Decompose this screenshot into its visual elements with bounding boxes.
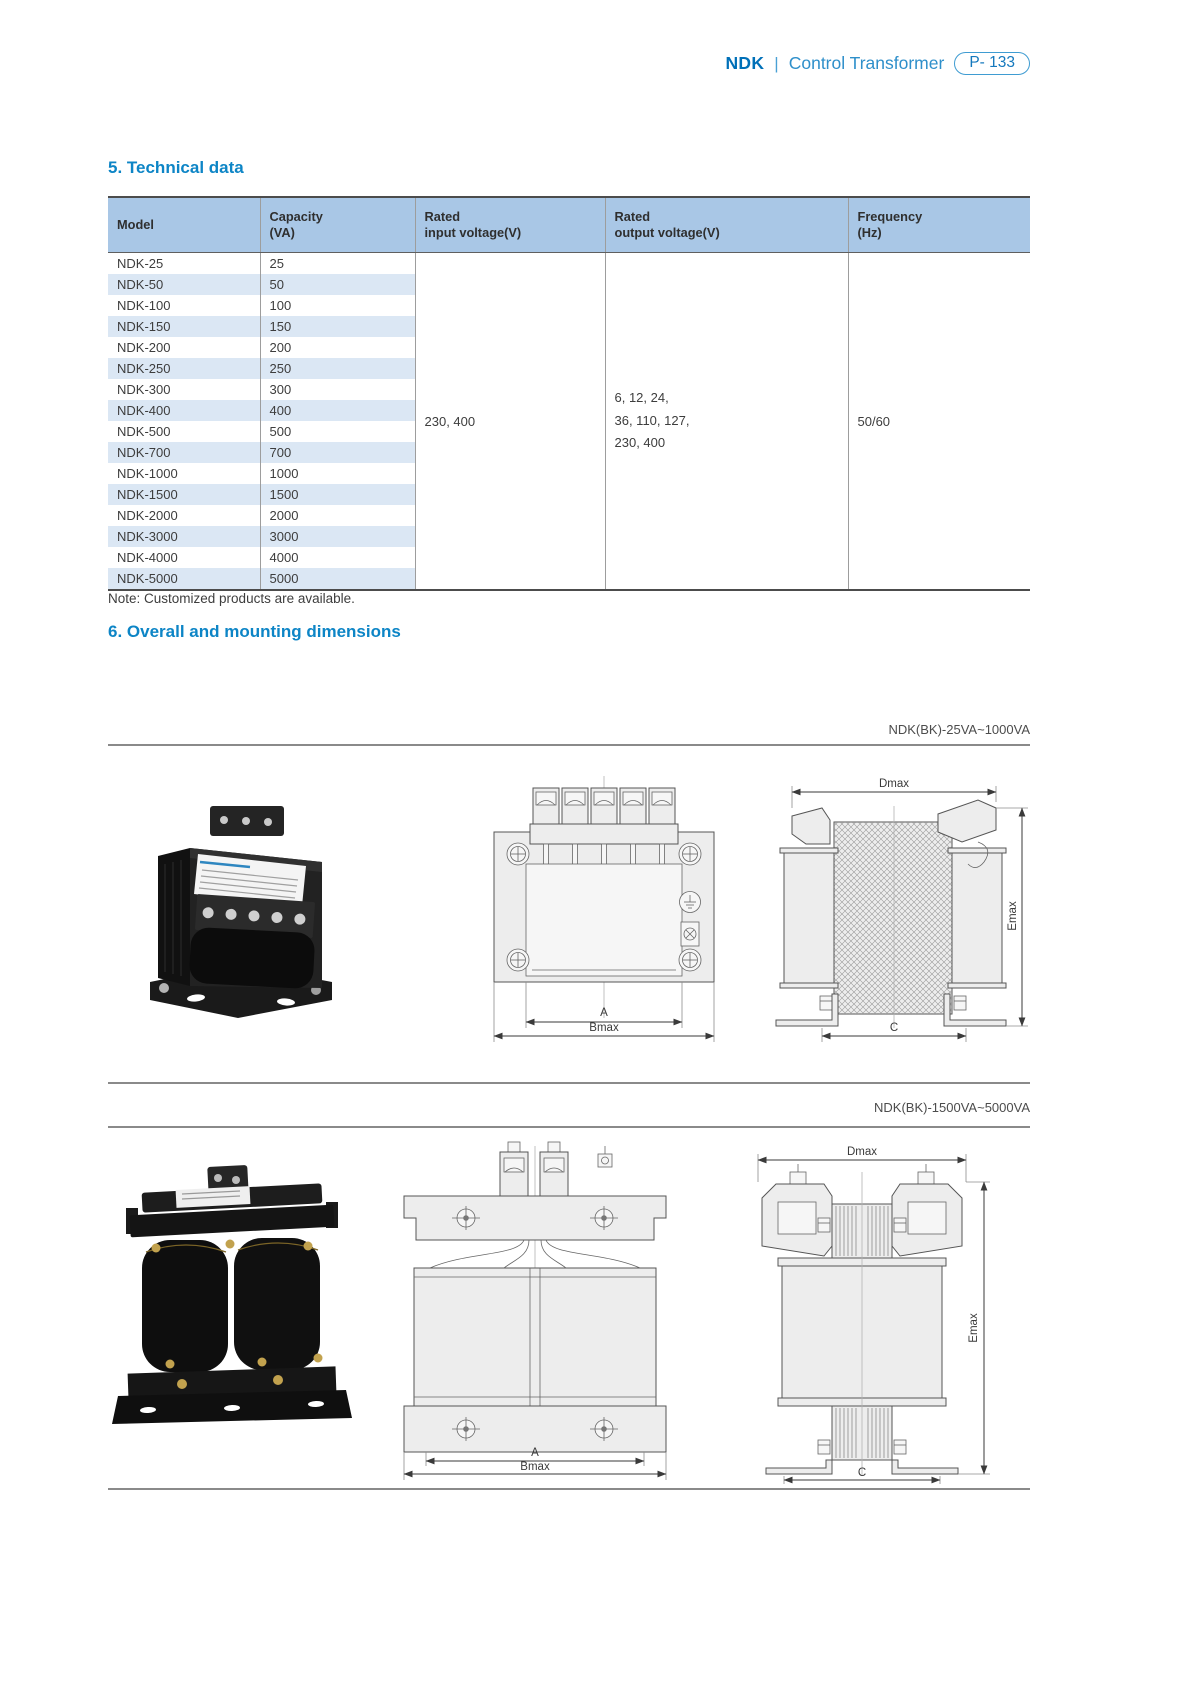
- frequency-cell: 50/60: [848, 253, 1030, 591]
- page-header: [725, 52, 1030, 75]
- foot-right: [944, 994, 1006, 1026]
- dimension-block1-label: NDK(BK)-25VA~1000VA: [888, 722, 1030, 737]
- terminal-blocks: [500, 1152, 568, 1196]
- ground-symbol-icon: [680, 892, 701, 913]
- dim-label-bmax: Bmax: [589, 1022, 619, 1034]
- dim-label-a: A: [531, 1447, 539, 1459]
- dim-label-emax: Emax: [968, 1313, 980, 1343]
- capacity-cell: 4000: [260, 547, 415, 568]
- model-cell: NDK-1500: [108, 484, 260, 505]
- model-cell: NDK-5000: [108, 568, 260, 590]
- dim-label-c: C: [857, 1467, 867, 1479]
- dim-label-emax: Emax: [1007, 901, 1019, 931]
- table-header-row: [108, 197, 1030, 253]
- foot-right: [892, 1460, 958, 1474]
- divider-line: [108, 1082, 1030, 1084]
- capacity-cell: 2000: [260, 505, 415, 526]
- brand-text: NDK: [725, 53, 765, 73]
- model-cell: NDK-400: [108, 400, 260, 421]
- product-subtitle: Control Transformer: [788, 53, 945, 73]
- divider-line: [108, 1126, 1030, 1128]
- capacity-cell: 150: [260, 316, 415, 337]
- model-cell: NDK-2000: [117, 508, 178, 523]
- model-cell: NDK-4000: [117, 550, 178, 565]
- header-frequency: Frequency (Hz): [848, 197, 1030, 253]
- divider-line: [108, 1488, 1030, 1490]
- clamp-screw: [681, 922, 699, 946]
- capacity-cell: 1500: [260, 484, 415, 505]
- transformer-photo-small: [138, 790, 338, 1022]
- dim-label-dmax: Dmax: [878, 778, 910, 790]
- top-bracket-left: [792, 808, 830, 844]
- side-view-small-drawing: [764, 776, 1042, 1044]
- capacity-cell: 300: [260, 379, 415, 400]
- model-cell: NDK-50: [108, 274, 260, 295]
- section5-title: 5. Technical data: [108, 158, 244, 177]
- model-cell: NDK-500: [117, 424, 171, 439]
- front-view-large-drawing: [396, 1140, 674, 1484]
- lower-clamp-plate: [404, 1406, 666, 1452]
- model-cell: NDK-700: [108, 442, 260, 463]
- model-cell: NDK-100: [117, 298, 171, 313]
- capacity-cell: 25: [260, 253, 415, 275]
- dim-label-c: C: [889, 1022, 899, 1034]
- model-cell: NDK-25: [117, 256, 164, 271]
- dim-label-a: A: [600, 1007, 608, 1019]
- upper-clamp-plate: [404, 1196, 666, 1240]
- input-voltage-cell: 230, 400: [415, 253, 605, 591]
- output-voltage-cell: [605, 253, 848, 591]
- dim-label-bmax: Bmax: [520, 1461, 550, 1473]
- output-voltage-line: 6, 12, 24,: [614, 389, 669, 405]
- dimension-block2-label: NDK(BK)-1500VA~5000VA: [874, 1100, 1030, 1115]
- technical-data-table: [108, 196, 1030, 591]
- ground-screw-icon: [598, 1146, 612, 1167]
- capacity-cell: 200: [260, 337, 415, 358]
- model-cell: NDK-250: [108, 358, 260, 379]
- terminal-blocks: [533, 788, 675, 824]
- table-row: [108, 253, 1030, 275]
- model-cell: NDK-150: [108, 316, 260, 337]
- output-voltage-line: 36, 110, 127,: [614, 412, 690, 428]
- section6-title: 6. Overall and mounting dimensions: [108, 622, 401, 641]
- side-view-large-drawing: [722, 1146, 1008, 1484]
- output-voltage-line: 230, 400: [614, 435, 666, 451]
- capacity-cell: 50: [260, 274, 415, 295]
- foot-left: [766, 1460, 832, 1474]
- capacity-cell: 500: [260, 421, 415, 442]
- divider-pipe: |: [774, 53, 779, 73]
- divider-line: [108, 744, 1030, 746]
- capacity-cell: 5000: [260, 568, 415, 590]
- model-cell: NDK-1000: [117, 466, 178, 481]
- transformer-photo-large: [112, 1158, 352, 1448]
- front-view-small-drawing: [480, 766, 728, 1046]
- page-number-badge: P- 133: [954, 52, 1030, 75]
- dim-label-dmax: Dmax: [846, 1146, 878, 1158]
- header-output-voltage: Rated output voltage(V): [605, 197, 848, 253]
- header-input-voltage: Rated input voltage(V): [415, 197, 605, 253]
- header-capacity: Capacity (VA): [260, 197, 415, 253]
- note-text: Note: Customized products are available.: [108, 591, 355, 606]
- model-cell: NDK-3000: [108, 526, 260, 547]
- header-model: Model: [108, 197, 260, 253]
- capacity-cell: 100: [260, 295, 415, 316]
- capacity-cell: 700: [260, 442, 415, 463]
- top-bracket-right: [938, 800, 996, 842]
- model-cell: NDK-300: [117, 382, 171, 397]
- model-cell: NDK-200: [117, 340, 171, 355]
- capacity-cell: 250: [260, 358, 415, 379]
- capacity-cell: 1000: [260, 463, 415, 484]
- capacity-cell: 3000: [260, 526, 415, 547]
- capacity-cell: 400: [260, 400, 415, 421]
